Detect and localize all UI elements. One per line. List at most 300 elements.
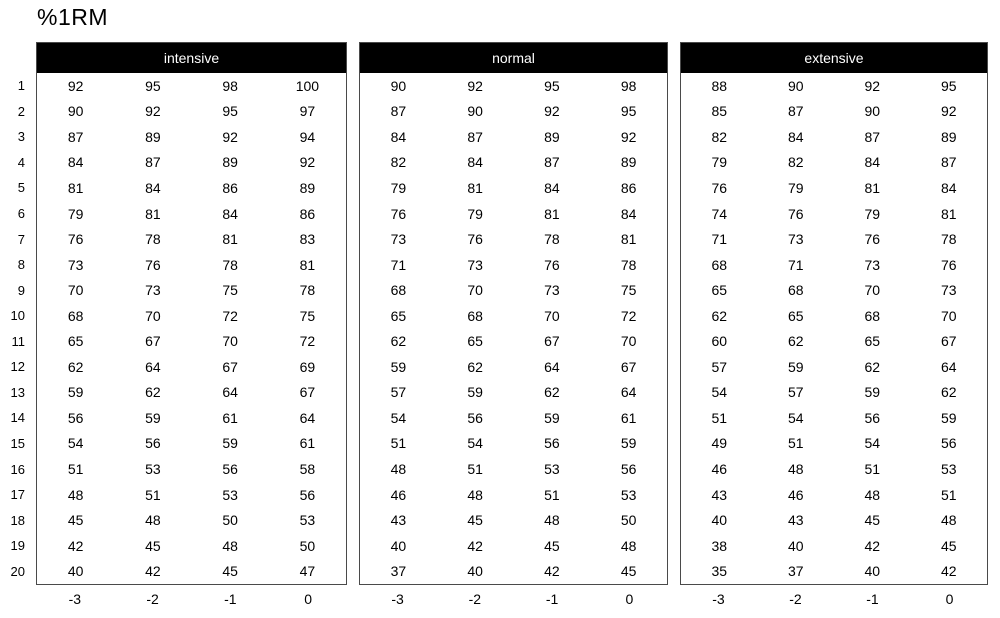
table-cell: 53 bbox=[940, 461, 957, 478]
table-cell: 92 bbox=[467, 77, 483, 94]
table-cell: 51 bbox=[787, 435, 804, 452]
table-cell: 97 bbox=[299, 103, 316, 120]
table-cell: 88 bbox=[711, 77, 728, 94]
table-cell: 98 bbox=[620, 77, 637, 94]
table-cell: 42 bbox=[544, 563, 560, 580]
table-cell: 59 bbox=[145, 409, 161, 426]
table-row bbox=[37, 226, 346, 252]
table-cell: 70 bbox=[544, 307, 560, 324]
row-label: 11 bbox=[11, 333, 25, 349]
panel-extensive bbox=[680, 42, 988, 608]
table-row bbox=[360, 507, 667, 533]
table-cell: 53 bbox=[222, 486, 238, 503]
row-label: 16 bbox=[10, 461, 25, 477]
table-row bbox=[681, 431, 987, 457]
table-cell: 67 bbox=[222, 358, 238, 375]
table-cell: 67 bbox=[299, 384, 316, 401]
table-cell: 84 bbox=[67, 154, 84, 171]
table-cell: 48 bbox=[787, 461, 804, 478]
table-row bbox=[681, 482, 987, 508]
panel-body bbox=[360, 73, 667, 584]
table-cell: 35 bbox=[711, 563, 728, 580]
table-cell: 38 bbox=[711, 537, 728, 554]
table-cell: 42 bbox=[67, 537, 84, 554]
row-label: 5 bbox=[17, 180, 25, 196]
row-label: 20 bbox=[10, 563, 25, 579]
table-row bbox=[360, 328, 667, 354]
table-row bbox=[37, 405, 346, 431]
table-row bbox=[360, 73, 667, 99]
table-cell: 59 bbox=[544, 409, 560, 426]
table-row bbox=[37, 456, 346, 482]
table-cell: 56 bbox=[467, 409, 483, 426]
table-cell: 59 bbox=[467, 384, 483, 401]
table-cell: 59 bbox=[222, 435, 238, 452]
table-row bbox=[360, 354, 667, 380]
table-row bbox=[360, 124, 667, 150]
table-cell: 95 bbox=[222, 103, 238, 120]
table-cell: 67 bbox=[620, 358, 637, 375]
column-footer-label: -2 bbox=[468, 591, 482, 607]
table-cell: 51 bbox=[145, 486, 161, 503]
table-cell: 79 bbox=[67, 205, 84, 222]
table-row bbox=[37, 380, 346, 406]
table-cell: 48 bbox=[940, 512, 957, 529]
table-row bbox=[37, 328, 346, 354]
table-cell: 92 bbox=[940, 103, 957, 120]
table-cell: 45 bbox=[222, 563, 238, 580]
table-row bbox=[681, 226, 987, 252]
table-cell: 53 bbox=[544, 461, 560, 478]
table-cell: 42 bbox=[864, 537, 881, 554]
table-cell: 79 bbox=[787, 179, 804, 196]
table-cell: 92 bbox=[299, 154, 316, 171]
table-cell: 79 bbox=[711, 154, 728, 171]
table-cell: 87 bbox=[67, 128, 84, 145]
table-cell: 87 bbox=[787, 103, 804, 120]
table-cell: 78 bbox=[222, 256, 238, 273]
column-footer-label: -2 bbox=[146, 591, 159, 607]
table-cell: 68 bbox=[67, 307, 84, 324]
table-cell: 64 bbox=[299, 409, 316, 426]
table-cell: 64 bbox=[940, 358, 957, 375]
table-cell: 56 bbox=[222, 461, 238, 478]
table-cell: 54 bbox=[711, 384, 728, 401]
panel-normal bbox=[359, 42, 668, 608]
table-cell: 79 bbox=[467, 205, 483, 222]
table-cell: 56 bbox=[864, 409, 881, 426]
table-row bbox=[37, 507, 346, 533]
table-cell: 57 bbox=[711, 358, 728, 375]
row-label: 15 bbox=[10, 435, 25, 451]
table-cell: 70 bbox=[864, 282, 881, 299]
table-cell: 68 bbox=[787, 282, 804, 299]
table-cell: 95 bbox=[940, 77, 957, 94]
table-cell: 81 bbox=[145, 205, 161, 222]
table-cell: 71 bbox=[390, 256, 407, 273]
table-cell: 42 bbox=[145, 563, 161, 580]
table-cell: 70 bbox=[145, 307, 161, 324]
table-cell: 70 bbox=[222, 333, 238, 350]
table-cell: 95 bbox=[620, 103, 637, 120]
table-cell: 45 bbox=[145, 537, 161, 554]
row-label: 14 bbox=[10, 410, 25, 426]
table-row bbox=[37, 252, 346, 278]
table-row bbox=[360, 558, 667, 584]
table-cell: 95 bbox=[145, 77, 161, 94]
table-row bbox=[681, 405, 987, 431]
table-row bbox=[360, 456, 667, 482]
row-label: 13 bbox=[10, 384, 25, 400]
table-cell: 84 bbox=[544, 179, 560, 196]
table-cell: 83 bbox=[299, 231, 316, 248]
panel-body bbox=[681, 73, 987, 584]
table-row bbox=[681, 558, 987, 584]
panel-header-extensive: extensive bbox=[681, 43, 987, 73]
table-cell: 54 bbox=[787, 409, 804, 426]
panel-footer bbox=[359, 590, 668, 608]
table-cell: 48 bbox=[620, 537, 637, 554]
row-label: 12 bbox=[10, 359, 25, 375]
panel-header-normal: normal bbox=[360, 43, 667, 73]
table-row bbox=[360, 150, 667, 176]
table-cell: 89 bbox=[222, 154, 238, 171]
table-cell: 56 bbox=[544, 435, 560, 452]
table-cell: 45 bbox=[544, 537, 560, 554]
table-cell: 90 bbox=[390, 77, 407, 94]
table-cell: 92 bbox=[620, 128, 637, 145]
panel-intensive bbox=[36, 42, 347, 608]
table-cell: 46 bbox=[711, 461, 728, 478]
table-cell: 90 bbox=[787, 77, 804, 94]
table-cell: 71 bbox=[711, 231, 728, 248]
table-cell: 81 bbox=[299, 256, 316, 273]
table-cell: 84 bbox=[864, 154, 881, 171]
row-label: 3 bbox=[17, 129, 25, 145]
table-row bbox=[37, 201, 346, 227]
table-cell: 89 bbox=[544, 128, 560, 145]
table-cell: 69 bbox=[299, 358, 316, 375]
table-cell: 78 bbox=[145, 231, 161, 248]
table-cell: 64 bbox=[222, 384, 238, 401]
table-cell: 48 bbox=[864, 486, 881, 503]
table-cell: 86 bbox=[299, 205, 316, 222]
table-cell: 70 bbox=[67, 282, 84, 299]
table-cell: 62 bbox=[390, 333, 407, 350]
column-footer-label: -1 bbox=[224, 591, 237, 607]
table-cell: 65 bbox=[67, 333, 84, 350]
table-row bbox=[681, 124, 987, 150]
panel-box bbox=[680, 42, 988, 585]
table-cell: 92 bbox=[222, 128, 238, 145]
table-cell: 81 bbox=[222, 231, 238, 248]
table-cell: 86 bbox=[620, 179, 637, 196]
table-cell: 62 bbox=[67, 358, 84, 375]
table-cell: 48 bbox=[390, 461, 407, 478]
table-cell: 90 bbox=[67, 103, 84, 120]
table-cell: 62 bbox=[940, 384, 957, 401]
table-cell: 76 bbox=[864, 231, 881, 248]
table-cell: 84 bbox=[467, 154, 483, 171]
table-cell: 76 bbox=[711, 179, 728, 196]
table-cell: 60 bbox=[711, 333, 728, 350]
table-cell: 46 bbox=[787, 486, 804, 503]
table-cell: 90 bbox=[467, 103, 483, 120]
table-cell: 89 bbox=[299, 179, 316, 196]
table-cell: 65 bbox=[787, 307, 804, 324]
table-cell: 50 bbox=[299, 537, 316, 554]
table-cell: 72 bbox=[299, 333, 316, 350]
table-cell: 70 bbox=[620, 333, 637, 350]
column-footer-label: 0 bbox=[945, 591, 954, 607]
table-cell: 75 bbox=[620, 282, 637, 299]
table-row bbox=[681, 380, 987, 406]
table-cell: 82 bbox=[787, 154, 804, 171]
table-row bbox=[37, 175, 346, 201]
table-cell: 62 bbox=[864, 358, 881, 375]
table-row bbox=[681, 277, 987, 303]
table-cell: 40 bbox=[787, 537, 804, 554]
table-cell: 100 bbox=[295, 77, 320, 94]
table-cell: 62 bbox=[711, 307, 728, 324]
table-row bbox=[681, 456, 987, 482]
table-cell: 92 bbox=[864, 77, 881, 94]
table-cell: 40 bbox=[390, 537, 407, 554]
table-cell: 62 bbox=[787, 333, 804, 350]
table-cell: 78 bbox=[544, 231, 560, 248]
table-cell: 84 bbox=[940, 179, 957, 196]
table-row bbox=[360, 99, 667, 125]
table-row bbox=[360, 226, 667, 252]
table-cell: 56 bbox=[940, 435, 957, 452]
table-cell: 76 bbox=[467, 231, 483, 248]
column-footer-label: -2 bbox=[789, 591, 802, 607]
table-cell: 81 bbox=[620, 231, 637, 248]
table-row bbox=[37, 303, 346, 329]
page-title: %1RM bbox=[37, 4, 109, 30]
table-row bbox=[37, 277, 346, 303]
table-cell: 87 bbox=[467, 128, 483, 145]
table-cell: 56 bbox=[67, 409, 84, 426]
table-cell: 81 bbox=[544, 205, 560, 222]
table-cell: 62 bbox=[145, 384, 161, 401]
table-row bbox=[360, 431, 667, 457]
panel-header-intensive: intensive bbox=[37, 43, 346, 73]
table-cell: 61 bbox=[620, 409, 637, 426]
table-cell: 45 bbox=[864, 512, 881, 529]
row-label: 4 bbox=[17, 154, 25, 170]
table-cell: 45 bbox=[467, 512, 483, 529]
table-cell: 37 bbox=[390, 563, 407, 580]
table-row bbox=[37, 558, 346, 584]
table-cell: 42 bbox=[940, 563, 957, 580]
table-cell: 89 bbox=[940, 128, 957, 145]
table-cell: 62 bbox=[544, 384, 560, 401]
table-cell: 87 bbox=[544, 154, 560, 171]
table-cell: 53 bbox=[299, 512, 316, 529]
table-cell: 72 bbox=[222, 307, 238, 324]
row-label: 1 bbox=[17, 78, 25, 94]
table-row bbox=[360, 277, 667, 303]
table-cell: 51 bbox=[864, 461, 881, 478]
column-footer-label: -1 bbox=[866, 591, 879, 607]
panel-footer bbox=[36, 590, 347, 608]
table-cell: 67 bbox=[544, 333, 560, 350]
table-cell: 68 bbox=[864, 307, 881, 324]
table-row bbox=[37, 354, 346, 380]
table-cell: 62 bbox=[467, 358, 483, 375]
table-cell: 58 bbox=[299, 461, 316, 478]
table-cell: 73 bbox=[390, 231, 407, 248]
table-cell: 84 bbox=[145, 179, 161, 196]
column-footer-label: -3 bbox=[391, 591, 404, 607]
table-cell: 76 bbox=[67, 231, 84, 248]
table-cell: 40 bbox=[711, 512, 728, 529]
table-cell: 86 bbox=[222, 179, 238, 196]
table-cell: 40 bbox=[67, 563, 84, 580]
table-cell: 43 bbox=[711, 486, 728, 503]
table-cell: 59 bbox=[620, 435, 637, 452]
table-cell: 73 bbox=[787, 231, 804, 248]
table-cell: 73 bbox=[544, 282, 560, 299]
table-cell: 48 bbox=[222, 537, 238, 554]
table-cell: 48 bbox=[145, 512, 161, 529]
table-cell: 78 bbox=[620, 256, 637, 273]
table-cell: 73 bbox=[145, 282, 161, 299]
table-cell: 85 bbox=[711, 103, 728, 120]
table-cell: 81 bbox=[67, 179, 84, 196]
table-row bbox=[681, 252, 987, 278]
table-cell: 57 bbox=[787, 384, 804, 401]
table-cell: 57 bbox=[390, 384, 407, 401]
table-row bbox=[360, 175, 667, 201]
table-cell: 51 bbox=[711, 409, 728, 426]
table-cell: 40 bbox=[467, 563, 483, 580]
row-label: 8 bbox=[17, 257, 25, 273]
table-cell: 51 bbox=[544, 486, 560, 503]
table-cell: 53 bbox=[145, 461, 161, 478]
table-cell: 42 bbox=[467, 537, 483, 554]
table-cell: 75 bbox=[222, 282, 238, 299]
table-cell: 68 bbox=[390, 282, 407, 299]
table-row bbox=[360, 303, 667, 329]
table-cell: 53 bbox=[620, 486, 637, 503]
table-cell: 54 bbox=[467, 435, 483, 452]
table-cell: 73 bbox=[864, 256, 881, 273]
table-cell: 68 bbox=[467, 307, 483, 324]
table-cell: 45 bbox=[620, 563, 637, 580]
table-cell: 65 bbox=[390, 307, 407, 324]
table-cell: 40 bbox=[864, 563, 881, 580]
table-cell: 70 bbox=[940, 307, 957, 324]
table-cell: 76 bbox=[390, 205, 407, 222]
table-cell: 73 bbox=[67, 256, 84, 273]
table-cell: 87 bbox=[390, 103, 407, 120]
table-cell: 64 bbox=[620, 384, 637, 401]
table-cell: 54 bbox=[67, 435, 84, 452]
table-cell: 84 bbox=[787, 128, 804, 145]
table-cell: 48 bbox=[467, 486, 483, 503]
table-row bbox=[37, 533, 346, 559]
table-cell: 76 bbox=[940, 256, 957, 273]
table-cell: 74 bbox=[711, 205, 728, 222]
table-cell: 92 bbox=[67, 77, 84, 94]
table-cell: 98 bbox=[222, 77, 238, 94]
column-footer-label: -3 bbox=[712, 591, 725, 607]
row-labels-column bbox=[0, 73, 30, 584]
panel-footer bbox=[680, 590, 988, 608]
table-cell: 67 bbox=[940, 333, 957, 350]
table-cell: 45 bbox=[67, 512, 84, 529]
table-cell: 48 bbox=[544, 512, 560, 529]
table-cell: 75 bbox=[299, 307, 316, 324]
table-cell: 51 bbox=[467, 461, 483, 478]
table-cell: 76 bbox=[544, 256, 560, 273]
table-row bbox=[681, 73, 987, 99]
table-cell: 43 bbox=[390, 512, 407, 529]
table-row bbox=[360, 482, 667, 508]
table-cell: 59 bbox=[390, 358, 407, 375]
row-label: 9 bbox=[17, 282, 25, 298]
table-cell: 68 bbox=[711, 256, 728, 273]
table-cell: 54 bbox=[390, 409, 407, 426]
table-cell: 70 bbox=[467, 282, 483, 299]
table-row bbox=[37, 99, 346, 125]
table-row bbox=[37, 73, 346, 99]
table-cell: 49 bbox=[711, 435, 728, 452]
table-cell: 92 bbox=[544, 103, 560, 120]
table-cell: 59 bbox=[787, 358, 804, 375]
table-row bbox=[681, 354, 987, 380]
table-row bbox=[360, 405, 667, 431]
table-cell: 43 bbox=[787, 512, 804, 529]
table-cell: 95 bbox=[544, 77, 560, 94]
table-cell: 59 bbox=[940, 409, 957, 426]
table-row bbox=[681, 328, 987, 354]
table-cell: 51 bbox=[390, 435, 407, 452]
table-row bbox=[681, 99, 987, 125]
column-footer-label: -3 bbox=[68, 591, 82, 607]
table-row bbox=[37, 150, 346, 176]
table-cell: 84 bbox=[390, 128, 407, 145]
row-label: 10 bbox=[10, 308, 25, 324]
table-row bbox=[37, 124, 346, 150]
table-cell: 87 bbox=[864, 128, 881, 145]
table-row bbox=[681, 201, 987, 227]
table-cell: 65 bbox=[711, 282, 728, 299]
table-row bbox=[360, 533, 667, 559]
column-footer-label: 0 bbox=[625, 591, 634, 607]
table-cell: 71 bbox=[787, 256, 804, 273]
table-cell: 78 bbox=[940, 231, 957, 248]
table-cell: 92 bbox=[145, 103, 161, 120]
table-cell: 65 bbox=[864, 333, 881, 350]
table-row bbox=[681, 507, 987, 533]
table-cell: 73 bbox=[467, 256, 483, 273]
table-row bbox=[681, 303, 987, 329]
table-cell: 48 bbox=[67, 486, 84, 503]
table-cell: 47 bbox=[299, 563, 316, 580]
table-cell: 56 bbox=[620, 461, 637, 478]
table-cell: 64 bbox=[145, 358, 161, 375]
table-cell: 46 bbox=[390, 486, 407, 503]
table-cell: 82 bbox=[390, 154, 407, 171]
table-cell: 79 bbox=[390, 179, 407, 196]
table-cell: 50 bbox=[222, 512, 238, 529]
column-footer-label: -1 bbox=[545, 591, 559, 607]
table-cell: 56 bbox=[145, 435, 161, 452]
table-cell: 89 bbox=[620, 154, 637, 171]
